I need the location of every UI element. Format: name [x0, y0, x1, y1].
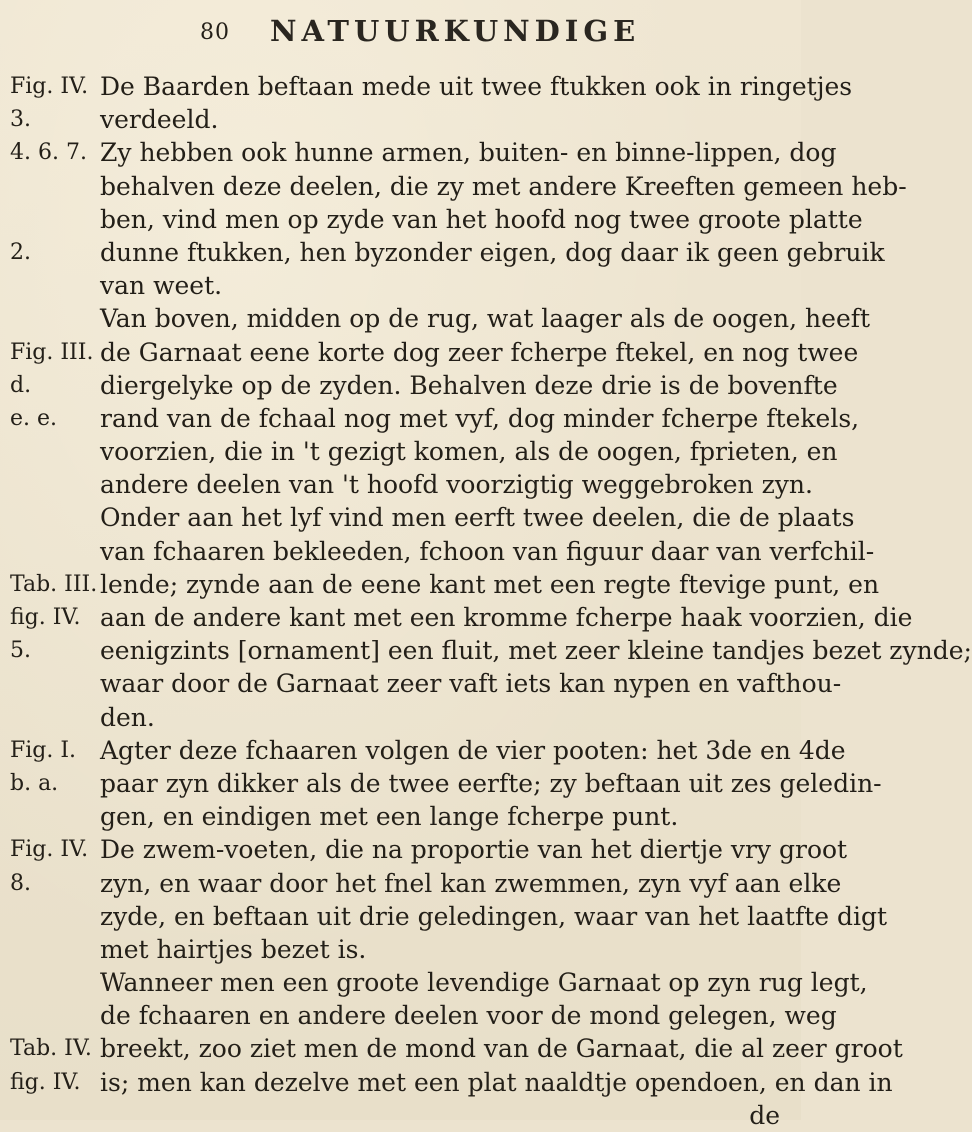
- margin-note: Fig. III.: [10, 339, 94, 365]
- text-line: [0, 634, 972, 667]
- text-line: [0, 103, 801, 136]
- line-text: lende; zynde aan de eene kant met een regte ftevige punt, en: [100, 569, 880, 599]
- text-line: [0, 70, 853, 103]
- text-line: [0, 170, 907, 203]
- line-text: de fchaaren en andere deelen voor de mond gelegen, weg: [100, 1001, 837, 1031]
- line-text: behalven deze deelen, die zy met andere Kreeften gemeen heb-: [100, 171, 907, 201]
- line-text: Wanneer men een groote levendige Garnaat op zyn rug legt,: [100, 968, 868, 998]
- margin-note: b. a.: [10, 770, 59, 796]
- line-text: Onder aan het lyf vind men eerft twee deelen, die de plaats: [100, 503, 855, 533]
- text-line: [0, 402, 860, 435]
- text-line: [0, 468, 813, 501]
- line-text: Van boven, midden op de rug, wat laager als de oogen, heeft: [100, 304, 871, 334]
- line-text: eenigzints [ornament] een fluit, met zeer kleine tandjes bezet zynde;: [100, 636, 972, 666]
- margin-note: 2.: [10, 239, 31, 265]
- text-line: [0, 269, 801, 302]
- text-line: [0, 535, 875, 568]
- line-text: de Garnaat eene korte dog zeer fcherpe ftekel, en nog twee: [100, 337, 859, 367]
- text-line: [0, 601, 913, 634]
- text-line: [0, 203, 863, 236]
- margin-note: 5.: [10, 638, 31, 664]
- line-text: De zwem-voeten, die na proportie van het diertje vry groot: [100, 835, 848, 865]
- text-line: [0, 800, 801, 833]
- line-text: ben, vind men op zyde van het hoofd nog twee groote platte: [100, 204, 863, 234]
- line-text: Agter deze fchaaren volgen de vier pooten: het 3de en 4de: [100, 735, 846, 765]
- margin-note: 4. 6. 7.: [10, 140, 87, 166]
- line-text: zyde, en beftaan uit drie geledingen, waar van het laatfte digt: [100, 901, 888, 931]
- text-line: [0, 501, 855, 534]
- line-text: breekt, zoo ziet men de mond van de Garnaat, die al zeer groot: [100, 1034, 903, 1064]
- margin-note: fig. IV.: [10, 605, 81, 630]
- text-line: [0, 336, 859, 369]
- text-line: [0, 1099, 801, 1132]
- running-head: NATUURKUNDIGE: [270, 14, 641, 48]
- text-line: [0, 1032, 903, 1065]
- line-text: diergelyke op de zyden. Behalven deze drie is de bovenfte: [100, 370, 838, 400]
- margin-note: fig. IV.: [10, 1069, 81, 1095]
- line-text: rand van de fchaal nog met vyf, dog minder fcherpe ftekels,: [100, 403, 860, 433]
- text-line: [0, 136, 837, 169]
- margin-note: d.: [10, 372, 32, 398]
- text-line: [0, 867, 842, 900]
- page-header: [0, 4, 801, 48]
- line-text: dunne ftukken, hen byzonder eigen, dog daar ik geen gebruik: [100, 237, 885, 267]
- line-text: is; men kan dezelve met een plat naaldtje opendoen, en dan in: [100, 1067, 893, 1097]
- text-line: [0, 568, 880, 601]
- line-text: verdeeld.: [100, 105, 219, 135]
- text-line: [0, 302, 871, 335]
- text-line: [0, 734, 846, 767]
- margin-note: Fig. I.: [10, 737, 77, 763]
- text-line: [0, 833, 848, 866]
- margin-note: 3.: [10, 107, 31, 133]
- margin-note: e. e.: [10, 405, 58, 431]
- text-line: [0, 701, 801, 734]
- text-line: [0, 1066, 893, 1099]
- margin-note: Tab. IV.: [10, 1036, 92, 1062]
- text-line: [0, 999, 837, 1032]
- line-text: zyn, en waar door het fnel kan zwemmen, zyn vyf aan elke: [100, 868, 842, 898]
- line-text: De Baarden beftaan mede uit twee ftukken ook in ringetjes: [100, 72, 853, 101]
- line-text: aan de andere kant met een kromme fcherpe haak voorzien, die: [100, 603, 913, 632]
- line-text: gen, en eindigen met een lange fcherpe punt.: [100, 802, 679, 832]
- text-line: [0, 933, 801, 966]
- line-text: Zy hebben ook hunne armen, buiten- en binne-lippen, dog: [100, 138, 837, 168]
- text-line: [0, 236, 885, 269]
- line-text: paar zyn dikker als de twee eerfte; zy beftaan uit zes geledin-: [100, 768, 882, 798]
- line-text: van fchaaren bekleeden, fchoon van figuur daar van verfchil-: [100, 536, 875, 566]
- page-number: 80: [200, 20, 230, 45]
- line-text: van weet.: [100, 271, 223, 301]
- line-text: voorzien, die in 't gezigt komen, als de oogen, fprieten, en: [100, 437, 838, 467]
- margin-note: Fig. IV.: [10, 837, 89, 863]
- line-text: de: [749, 1100, 780, 1130]
- text-line: [0, 966, 868, 999]
- margin-note: Tab. III.: [10, 571, 98, 597]
- text-line: [0, 900, 888, 933]
- text-line: [0, 435, 838, 468]
- line-text: met hairtjes bezet is.: [100, 934, 367, 964]
- line-text: den.: [100, 702, 155, 732]
- margin-note: 8.: [10, 870, 31, 896]
- body-text: [0, 70, 972, 1132]
- line-text: waar door de Garnaat zeer vaft iets kan nypen en vafthou-: [100, 669, 842, 699]
- text-line: [0, 767, 882, 800]
- line-text: andere deelen van 't hoofd voorzigtig weggebroken zyn.: [100, 470, 813, 500]
- text-line: [0, 369, 838, 402]
- text-line: [0, 667, 842, 700]
- margin-note: Fig. IV.: [10, 74, 89, 99]
